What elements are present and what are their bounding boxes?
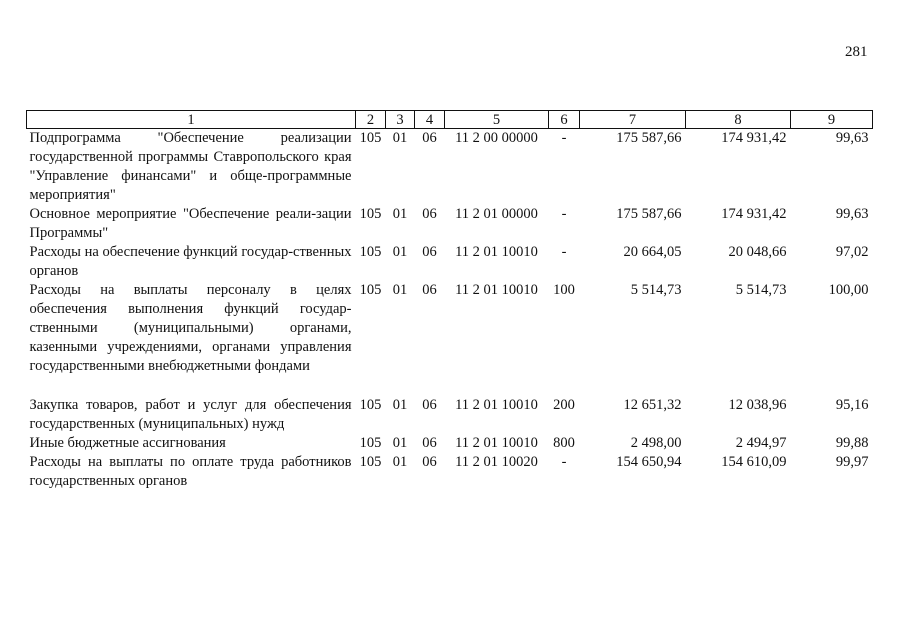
- code-subsection: 06: [422, 435, 437, 451]
- table-row: [27, 453, 873, 491]
- code-expense-type: -: [561, 244, 567, 260]
- code-ministry: 105: [359, 282, 382, 298]
- code-section: 01: [392, 435, 408, 451]
- column-header: 4: [415, 111, 445, 129]
- execution-percent: 95,16: [835, 397, 869, 413]
- code-section: 01: [392, 244, 408, 260]
- code-subsection: 06: [422, 130, 437, 146]
- code-target: 11 2 01 10010: [455, 435, 538, 451]
- table-row: [27, 205, 873, 243]
- actual-amount: 154 610,09: [721, 454, 787, 470]
- table-row: [27, 243, 873, 281]
- code-target: 11 2 01 10020: [455, 454, 538, 470]
- actual-amount: 174 931,42: [721, 130, 787, 146]
- code-ministry: 105: [359, 435, 382, 451]
- code-target: 11 2 01 10010: [455, 397, 538, 413]
- execution-percent: 99,97: [835, 454, 869, 470]
- row-name: Иные бюджетные ассигнования: [29, 435, 226, 451]
- code-subsection: 06: [422, 454, 437, 470]
- planned-amount: 2 498,00: [630, 435, 682, 451]
- code-section: 01: [392, 130, 408, 146]
- code-expense-type: -: [561, 454, 567, 470]
- column-header: 6: [549, 111, 580, 129]
- actual-amount: 12 038,96: [728, 397, 787, 413]
- column-header: 8: [686, 111, 791, 129]
- planned-amount: 175 587,66: [616, 130, 682, 146]
- row-name: Расходы на выплаты персоналу в целях обеспечения выполнения функций государ-ственными (муниципальными) органами, казенными учреждениями, органами управления государственными внебюджетными фондами: [29, 282, 352, 374]
- code-expense-type: 200: [553, 397, 575, 413]
- code-section: 01: [392, 454, 408, 470]
- code-subsection: 06: [422, 282, 437, 298]
- row-name: Подпрограмма "Обеспечение реализации государственной программы Ставропольского края "Управление финансами" и обще-программные мероприятия": [29, 130, 352, 203]
- row-name: Расходы на выплаты по оплате труда работников государственных органов: [29, 454, 352, 489]
- planned-amount: 154 650,94: [616, 454, 682, 470]
- code-target: 11 2 00 00000: [455, 130, 538, 146]
- column-header: 9: [791, 111, 873, 129]
- actual-amount: 174 931,42: [721, 206, 787, 222]
- actual-amount: 5 514,73: [735, 282, 787, 298]
- actual-amount: 20 048,66: [728, 244, 787, 260]
- row-name: Основное мероприятие "Обеспечение реали-зации Программы": [29, 206, 352, 241]
- code-subsection: 06: [422, 397, 437, 413]
- execution-percent: 97,02: [835, 244, 869, 260]
- code-subsection: 06: [422, 244, 437, 260]
- column-header: 3: [386, 111, 415, 129]
- planned-amount: 12 651,32: [623, 397, 682, 413]
- code-subsection: 06: [422, 206, 437, 222]
- code-target: 11 2 01 10010: [455, 244, 538, 260]
- table-row: [27, 396, 873, 434]
- planned-amount: 175 587,66: [616, 206, 682, 222]
- code-target: 11 2 01 00000: [455, 206, 538, 222]
- code-expense-type: 100: [553, 282, 575, 298]
- budget-table: [26, 110, 873, 491]
- code-expense-type: 800: [553, 435, 575, 451]
- row-name: Закупка товаров, работ и услуг для обеспечения государственных (муниципальных) нужд: [29, 397, 352, 432]
- table-row: [27, 434, 873, 453]
- code-ministry: 105: [359, 244, 382, 260]
- page-number: 281: [845, 44, 868, 60]
- column-header: 7: [580, 111, 686, 129]
- column-header: 5: [445, 111, 549, 129]
- code-ministry: 105: [359, 206, 382, 222]
- code-ministry: 105: [359, 130, 382, 146]
- execution-percent: 99,88: [835, 435, 869, 451]
- planned-amount: 20 664,05: [623, 244, 682, 260]
- code-expense-type: -: [561, 206, 567, 222]
- execution-percent: 100,00: [828, 282, 869, 298]
- planned-amount: 5 514,73: [630, 282, 682, 298]
- row-name: Расходы на обеспечение функций государ-ственных органов: [29, 244, 352, 279]
- code-section: 01: [392, 282, 408, 298]
- code-expense-type: -: [561, 130, 567, 146]
- code-section: 01: [392, 397, 408, 413]
- column-header: 1: [27, 111, 356, 129]
- code-target: 11 2 01 10010: [455, 282, 538, 298]
- code-ministry: 105: [359, 454, 382, 470]
- code-ministry: 105: [359, 397, 382, 413]
- code-section: 01: [392, 206, 408, 222]
- table-header-row: [27, 111, 873, 129]
- table-row: [27, 281, 873, 396]
- actual-amount: 2 494,97: [735, 435, 787, 451]
- execution-percent: 99,63: [835, 130, 869, 146]
- table-row: [27, 129, 873, 206]
- execution-percent: 99,63: [835, 206, 869, 222]
- column-header: 2: [356, 111, 386, 129]
